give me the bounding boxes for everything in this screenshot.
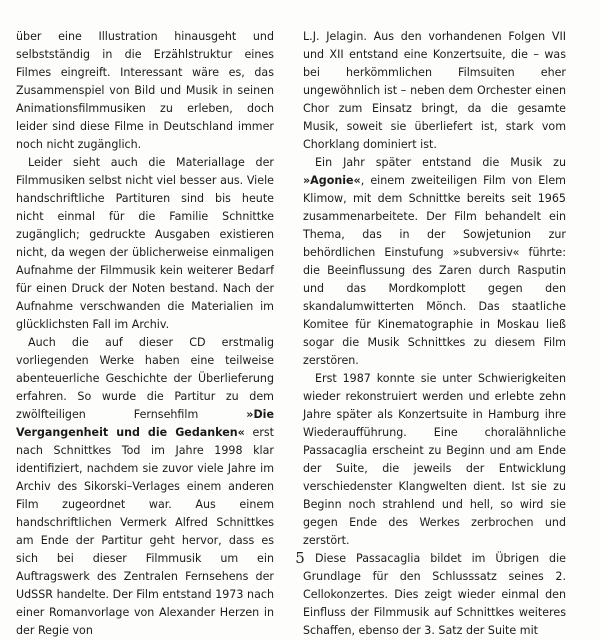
- text-run: Auch die auf dieser CD erstmalig vorliegenden Werke haben eine teilweise abenteuerliche Geschichte der Überlieferung erfahren. So wurde die Partitur zu dem zwölfteiligen Fernsehfilm: [16, 336, 274, 421]
- paragraph: Erst 1987 konnte sie unter Schwierigkeiten wieder rekonstruiert werden und erlebte zehn Jahre später als Konzertsuite in Hamburg ihre Wiederaufführung. Eine choralähnliche Passacaglia erscheint zu Beginn und am Ende der Suite, die jeweils der Entwicklung verschiedenster Klangwelten dient. Ist sie zu Beginn noch strahlend und hell, so wird sie gegen Ende des Werkes zerbrochen und zerstört.: [303, 372, 566, 547]
- page-number: 5: [295, 549, 305, 567]
- text-run: , einem zweiteiligen Film von Elem Klimow, mit dem Schnittke bereits seit 1965 zusammenarbeitete. Der Film behandelt ein Thema, das in der Sowjetunion zur behördlichen Einstufung »subversiv« führte: die Beeinflussung des Zaren durch Rasputin und das Mordkomplott gegen den skandalumwitterten Mönch. Das staatliche Komitee für Kinematographie in Moskau ließ sogar die Musik Schnittkes zu diesem Film zerstören.: [303, 174, 566, 367]
- film-title: »Die Vergangenheit und die Gedanken«: [16, 408, 274, 439]
- text-run: erst nach Schnittkes Tod im Jahre 1998 klar identifiziert, nachdem sie zuvor viele Jahre im Archiv des Sikorski–Verlages einem anderen Film zugeordnet war. Aus einem handschriftlichen Vermerk Alfred Schnittkes am Ende der Partitur geht hervor, dass es sich bei dieser Filmmusik um ein Auftragswerk des Zentralen Fernsehens der UdSSR handelte. Der Film entstand 1973 nach einer Romanvorlage von Alexander Herzen in der Regie von: [16, 426, 275, 637]
- paragraph: Diese Passacaglia bildet im Übrigen die Grundlage für den Schlusssatz seines 2. Cellokonzertes. Dies zeigt wieder einmal den Einfluss der Filmmusik auf Schnittkes weiteres Schaffen, ebenso der 3. Satz der Suite mit: [303, 552, 566, 637]
- paragraph: L.J. Jelagin. Aus den vorhandenen Folgen VII und XII entstand eine Konzertsuite, die – was bei herkömmlichen Filmsuiten eher ungewöhnlich ist – neben dem Orchester einen Chor zum Einsatz bringt, da die gesamte Musik, soweit sie überliefert ist, stark vom Chorklang dominiert ist.: [303, 30, 566, 151]
- paragraph: [303, 154, 566, 370]
- paragraph: [16, 334, 274, 640]
- film-title: »Agonie«: [303, 174, 361, 187]
- paragraph: über eine Illustration hinausgeht und selbstständig in die Erzählstruktur eines Filmes eingreift. Interessant wäre es, das Zusammenspiel von Bild und Musik in seinen Animationsfilmmusiken zu erleben, doch leider sind diese Filme in Deutschland immer noch nicht zugänglich.: [16, 30, 274, 151]
- text-run: Ein Jahr später entstand die Musik zu: [315, 156, 566, 169]
- paragraph: Leider sieht auch die Materiallage der Filmmusiken selbst nicht viel besser aus. Viele handschriftliche Partituren sind bis heute nicht einmal für die Familie Schnittke zugänglich; gedruckte Ausgaben existieren nicht, da wegen der üblicherweise einmaligen Aufnahme der Filmmusik kein weiterer Bedarf für einen Druck der Noten bestand. Nach der Aufnahme verschwanden die Materialien im glücklichsten Fall im Archiv.: [16, 156, 274, 331]
